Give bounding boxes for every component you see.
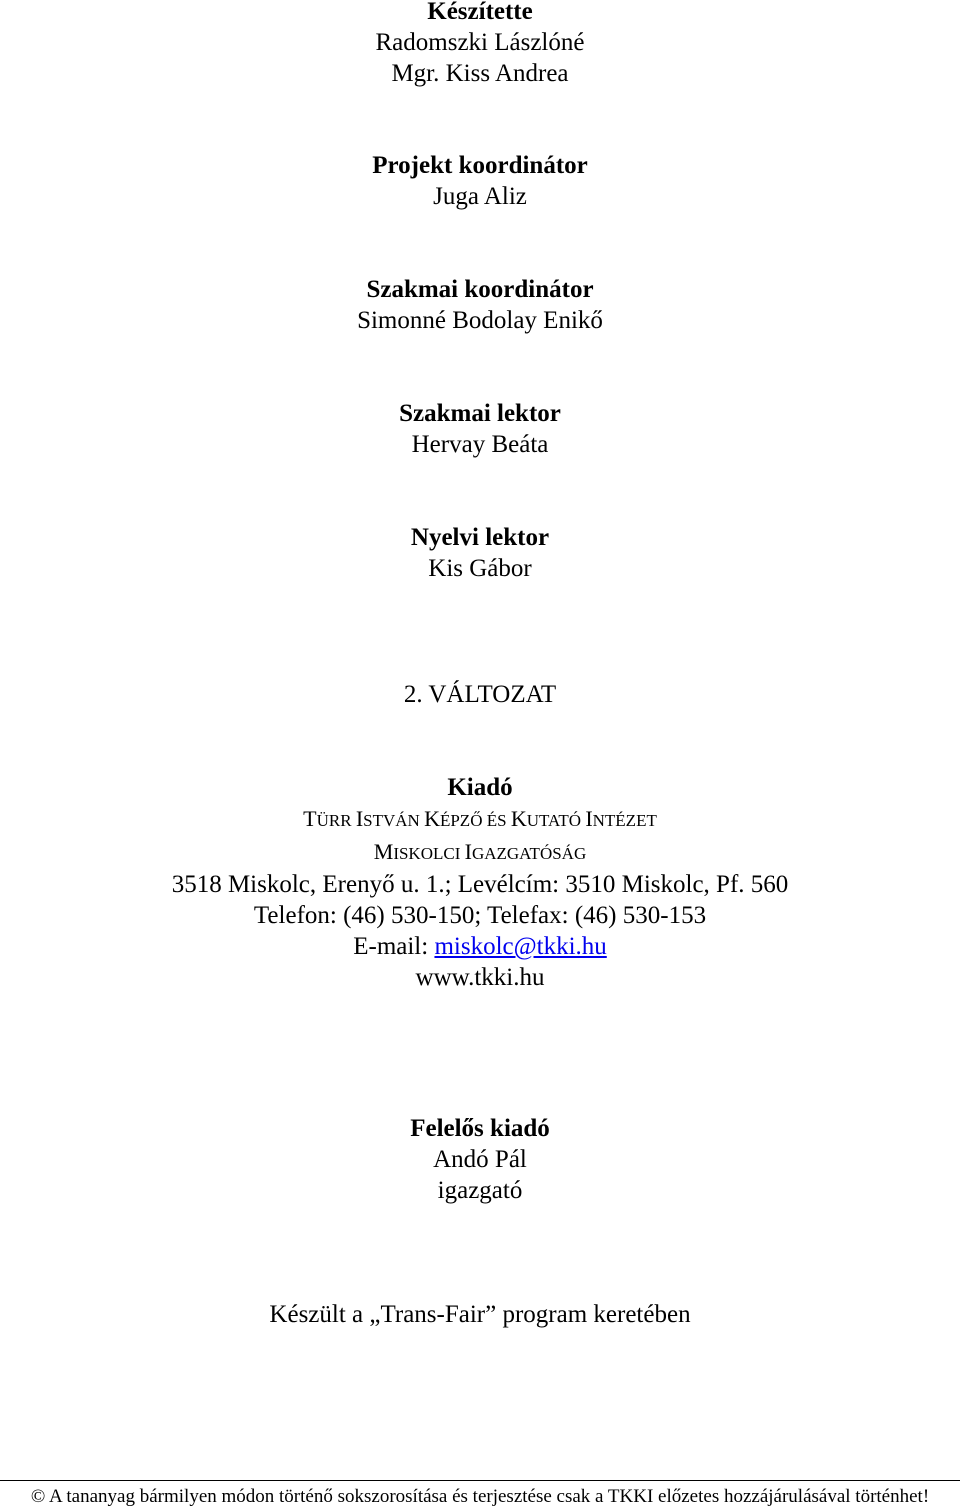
email-label: E-mail: [353,933,435,960]
professional-coordinator-name: Simonné Bodolay Enikő [357,307,603,334]
program-note: Készült a „Trans-Fair” program keretében [269,1301,691,1328]
author-name: Mgr. Kiss Andrea [391,60,569,87]
professional-coordinator-label: Szakmai koordinátor [366,276,594,303]
version-label: 2. VÁLTOZAT [403,681,557,708]
footer-divider [0,1480,960,1481]
professional-reviewer-name: Hervay Beáta [411,431,549,458]
responsible-publisher-name: Andó Pál [433,1146,527,1173]
publisher-phone: Telefon: (46) 530-150; Telefax: (46) 530-153 [253,902,707,929]
project-coordinator-section [0,150,960,212]
version-section [0,679,960,710]
publisher-org-line-2: MISKOLCI IGAZGATÓSÁG [373,839,587,864]
language-reviewer-label: Nyelvi lektor [410,524,550,551]
authors-section [0,0,960,89]
responsible-publisher-label: Felelős kiadó [410,1115,550,1142]
professional-reviewer-label: Szakmai lektor [399,400,561,427]
professional-coordinator-section [0,274,960,336]
authors-label: Készítette [427,0,533,25]
publisher-website: www.tkki.hu [415,964,545,991]
project-coordinator-name: Juga Aliz [433,183,527,210]
responsible-publisher-title: igazgató [437,1177,523,1204]
author-name: Radomszki Lászlóné [375,29,585,56]
project-coordinator-label: Projekt koordinátor [372,152,588,179]
professional-reviewer-section [0,398,960,460]
language-reviewer-section [0,522,960,584]
publisher-section [0,772,960,993]
language-reviewer-name: Kis Gábor [428,555,532,582]
program-note-section [0,1299,960,1330]
responsible-publisher-section [0,1113,960,1206]
email-link[interactable]: miskolc@tkki.hu [434,933,607,960]
publisher-org-line-1: TÜRR ISTVÁN KÉPZŐ ÉS KUTATÓ INTÉZET [303,806,657,831]
copyright-footer: © A tananyag bármilyen módon történő sokszorosítása és terjesztése csak a TKKI előzetes hozzájárulásával történhet! [30,1486,930,1507]
publisher-email-line [0,931,960,962]
publisher-label: Kiadó [447,774,513,801]
publisher-address: 3518 Miskolc, Erenyő u. 1.; Levélcím: 3510 Miskolc, Pf. 560 [171,871,789,898]
